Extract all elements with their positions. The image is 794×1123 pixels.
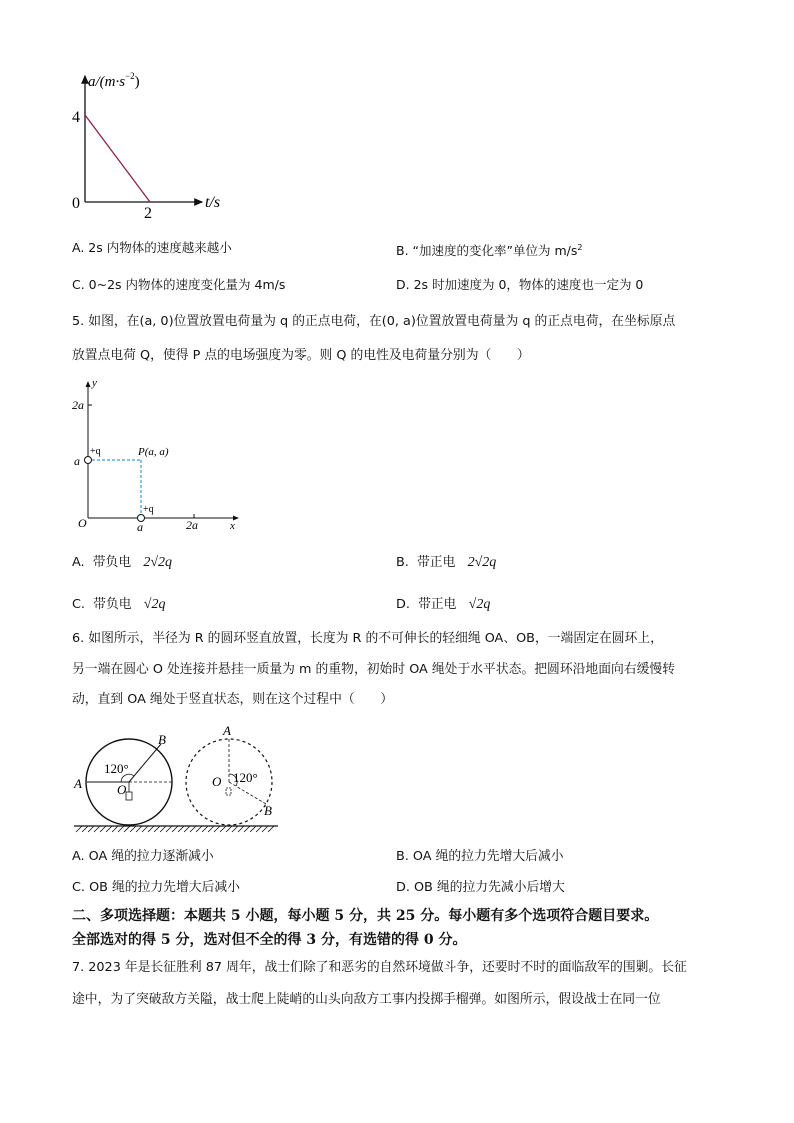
q5-option-b [396, 551, 496, 571]
q6-ring-figure [66, 718, 286, 838]
q5-option-a [72, 551, 172, 571]
q6-ground-hatch [76, 826, 274, 832]
q5-option-d-value: √2q [468, 597, 491, 612]
q4-y-label: $a/(m\cdot s^{-2})$ [88, 71, 140, 90]
q5-option-d-label: D. [396, 597, 410, 612]
q5-y-label: y [92, 377, 97, 389]
q6-stem-line1: 6. 如图所示，半径为 R 的圆环竖直放置，长度为 R 的不可伸长的轻细绳 OA、OB，一端固定在圆环上， [72, 631, 663, 646]
q5-option-a-value: 2√2q [143, 555, 173, 570]
q5-option-c-value: √2q [143, 597, 166, 612]
q6-left-label-a: A [74, 776, 82, 791]
q4-option-b-sup: 2 [577, 243, 583, 252]
q7-line2: 途中，为了突破敌方关隘，战士爬上陡峭的山头向敌方工事内投掷手榴弹。如图所示，假设战士在同一位 [72, 992, 661, 1007]
q6-left-label-b: B [158, 732, 166, 747]
q5-option-d-text: 带正电 [418, 597, 457, 612]
q6-option-b: B. OA 绳的拉力先增大后减小 [396, 849, 564, 864]
q6-right-weight [226, 788, 231, 795]
q4-x-label: t/s [205, 194, 221, 211]
q5-label-2a-y: 2a [72, 398, 84, 412]
q6-option-c: C. OB 绳的拉力先增大后减小 [72, 880, 240, 895]
q6-left-angle: 120° [104, 761, 129, 776]
q6-left-label-o: O [117, 782, 127, 797]
q5-stem-line2: 放置点电荷 Q，使得 P 点的电场强度为零。则 Q 的电性及电荷量分别为（ ） [72, 348, 530, 363]
q4-option-d: D. 2s 时加速度为 0，物体的速度也一定为 0 [396, 277, 644, 292]
q5-option-b-value: 2√2q [467, 555, 497, 570]
q5-label-plusq-x: +q [143, 504, 154, 515]
q5-x-label: x [230, 520, 235, 532]
q4-option-c: C. 0~2s 内物体的速度变化量为 4m/s [72, 277, 286, 292]
q6-right-label-b: B [264, 803, 272, 818]
q4-x-tick: 2 [144, 205, 152, 222]
q6-option-a: A. OA 绳的拉力逐渐减小 [72, 849, 214, 864]
q6-right-label-o: O [212, 774, 222, 789]
q5-label-origin: O [78, 516, 87, 530]
q4-y-tick: 4 [72, 109, 80, 126]
q4-origin: 0 [72, 195, 80, 212]
q6-left-rope-ob [129, 744, 161, 782]
q5-option-c [72, 593, 165, 613]
q6-right-rope-ob [229, 782, 266, 804]
q5-stem-line1: 5. 如图，在(a, 0)位置放置电荷量为 q 的正点电荷，在(0, a)位置放置电荷量为 q 的正点电荷，在坐标原点 [72, 314, 676, 329]
q5-option-d [396, 593, 490, 613]
q6-right-angle: 120° [233, 770, 258, 785]
q5-option-a-label: A. [72, 555, 85, 570]
q4-option-a: A. 2s 内物体的速度越来越小 [72, 240, 232, 255]
q5-label-a-y: a [74, 454, 80, 468]
q6-stem-line2: 另一端在圆心 O 处连接并悬挂一质量为 m 的重物，初始时 OA 绳处于水平状态。把圆环沿地面向右缓慢转 [72, 662, 676, 677]
q5-option-c-label: C. [72, 597, 86, 612]
q7-line1: 7. 2023 年是长征胜利 87 周年，战士们除了和恶劣的自然环境做斗争，还要时不时的面临敌军的围剿。长征 [72, 960, 687, 975]
q5-label-plusq-y: +q [90, 446, 101, 457]
q4-option-b-text: B. “加速度的变化率”单位为 m/s [396, 243, 578, 259]
q5-option-b-label: B. [396, 555, 409, 570]
q5-coordinate-figure [68, 376, 248, 536]
q5-option-a-text: 带负电 [92, 555, 132, 570]
q5-option-c-text: 带负电 [93, 597, 132, 612]
q5-charge-on-y [85, 457, 92, 464]
q6-stem-line3: 动，直到 OA 绳处于竖直状态，则在这个过程中（ ） [72, 692, 394, 707]
q4-graph-line [85, 115, 150, 202]
q4-acceleration-graph [60, 62, 250, 222]
q5-label-a-x: a [137, 520, 143, 534]
q6-right-label-a: A [223, 723, 231, 738]
section2-heading-line1: 二、多项选择题：本题共 5 小题，每小题 5 分，共 25 分。每小题有多个选项符合题目要求。 [72, 908, 659, 924]
q5-label-p: P(a, a) [138, 446, 169, 458]
q4-option-b [396, 238, 696, 261]
section2-heading-line2: 全部选对的得 5 分，选对但不全的得 3 分，有选错的得 0 分。 [72, 932, 467, 948]
q5-option-b-text: 带正电 [417, 555, 456, 570]
q5-label-2a-x: 2a [186, 518, 198, 532]
q6-left-weight [126, 792, 132, 800]
q6-option-d: D. OB 绳的拉力先减小后增大 [396, 880, 565, 895]
